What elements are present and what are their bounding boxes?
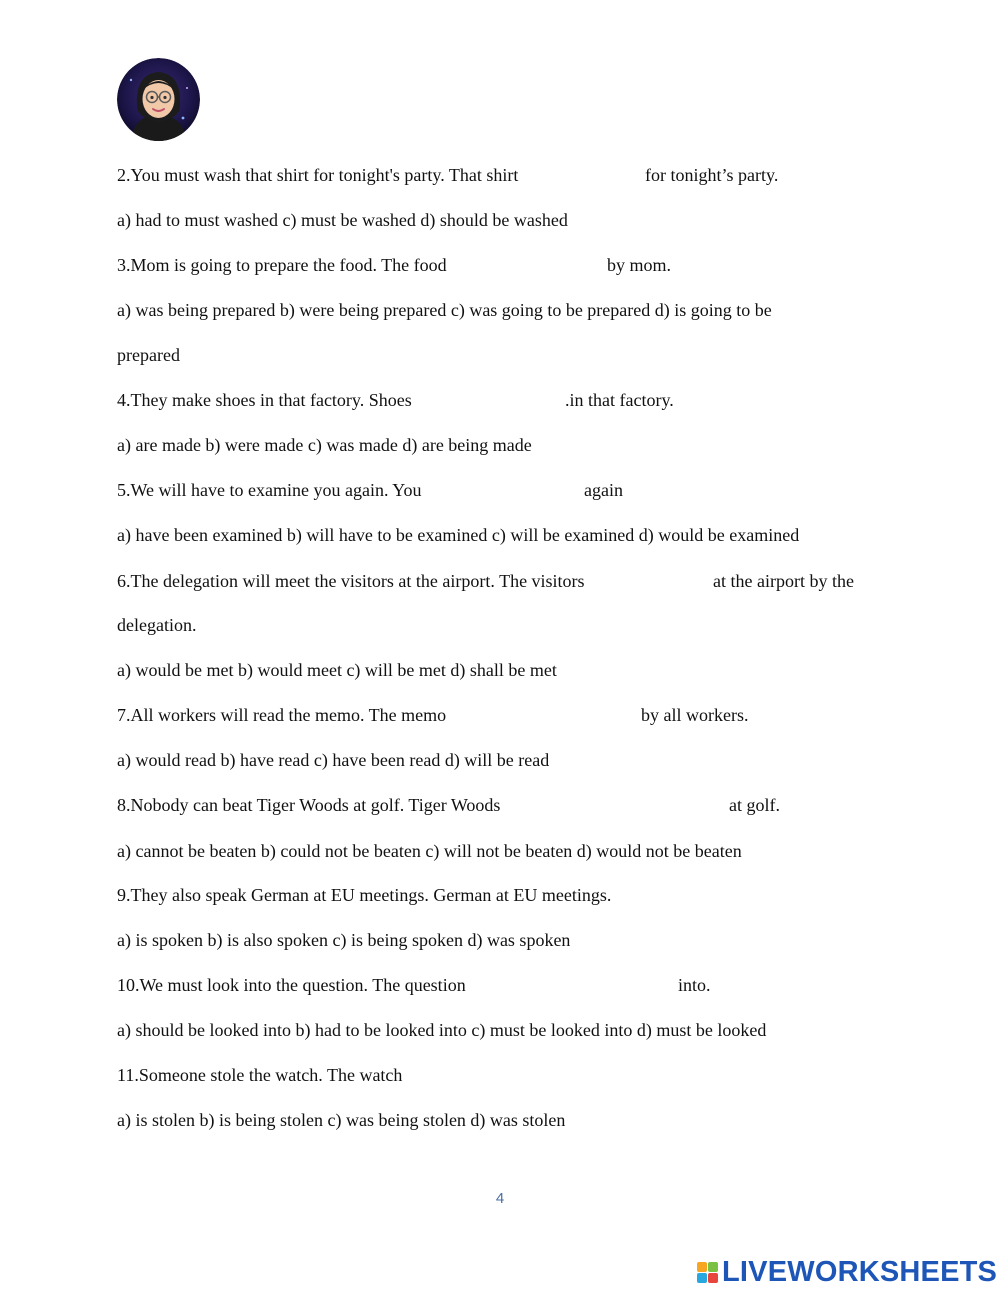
question-2-options: a) had to must washed c) must be washed d) should be washed (117, 210, 568, 230)
question-3-options: a) was being prepared b) were being prepared c) was going to be prepared d) is going to be (117, 300, 772, 320)
question-5-options: a) have been examined b) will have to be examined c) will be examined d) would be examined (117, 525, 800, 545)
logo-text: LIVEWORKSHEETS (722, 1256, 998, 1288)
logo-mark-icon (697, 1262, 718, 1283)
question-11-text: 11.Someone stole the watch. The watch (117, 1065, 403, 1085)
question-8-options: a) cannot be beaten b) could not be beaten c) will not be beaten d) would not be beaten (117, 841, 742, 861)
question-4-options: a) are made b) were made c) was made d) are being made (117, 435, 532, 455)
question-3-options-continued: prepared (117, 345, 180, 365)
liveworksheets-logo[interactable] (697, 1257, 997, 1287)
question-7-options: a) would read b) have read c) have been read d) will be read (117, 750, 550, 770)
avatar (117, 58, 200, 141)
question-6-options: a) would be met b) would meet c) will be met d) shall be met (117, 660, 557, 680)
question-6-text-continued: delegation. (117, 615, 197, 635)
page-number: 4 (495, 1190, 505, 1207)
question-11-options: a) is stolen b) is being stolen c) was being stolen d) was stolen (117, 1110, 566, 1130)
question-9-options: a) is spoken b) is also spoken c) is being spoken d) was spoken (117, 930, 571, 950)
question-9-text: 9.They also speak German at EU meetings. German at EU meetings. (117, 885, 612, 905)
avatar-icon (117, 58, 200, 141)
question-10-options: a) should be looked into b) had to be looked into c) must be looked into d) must be looked (117, 1020, 767, 1040)
